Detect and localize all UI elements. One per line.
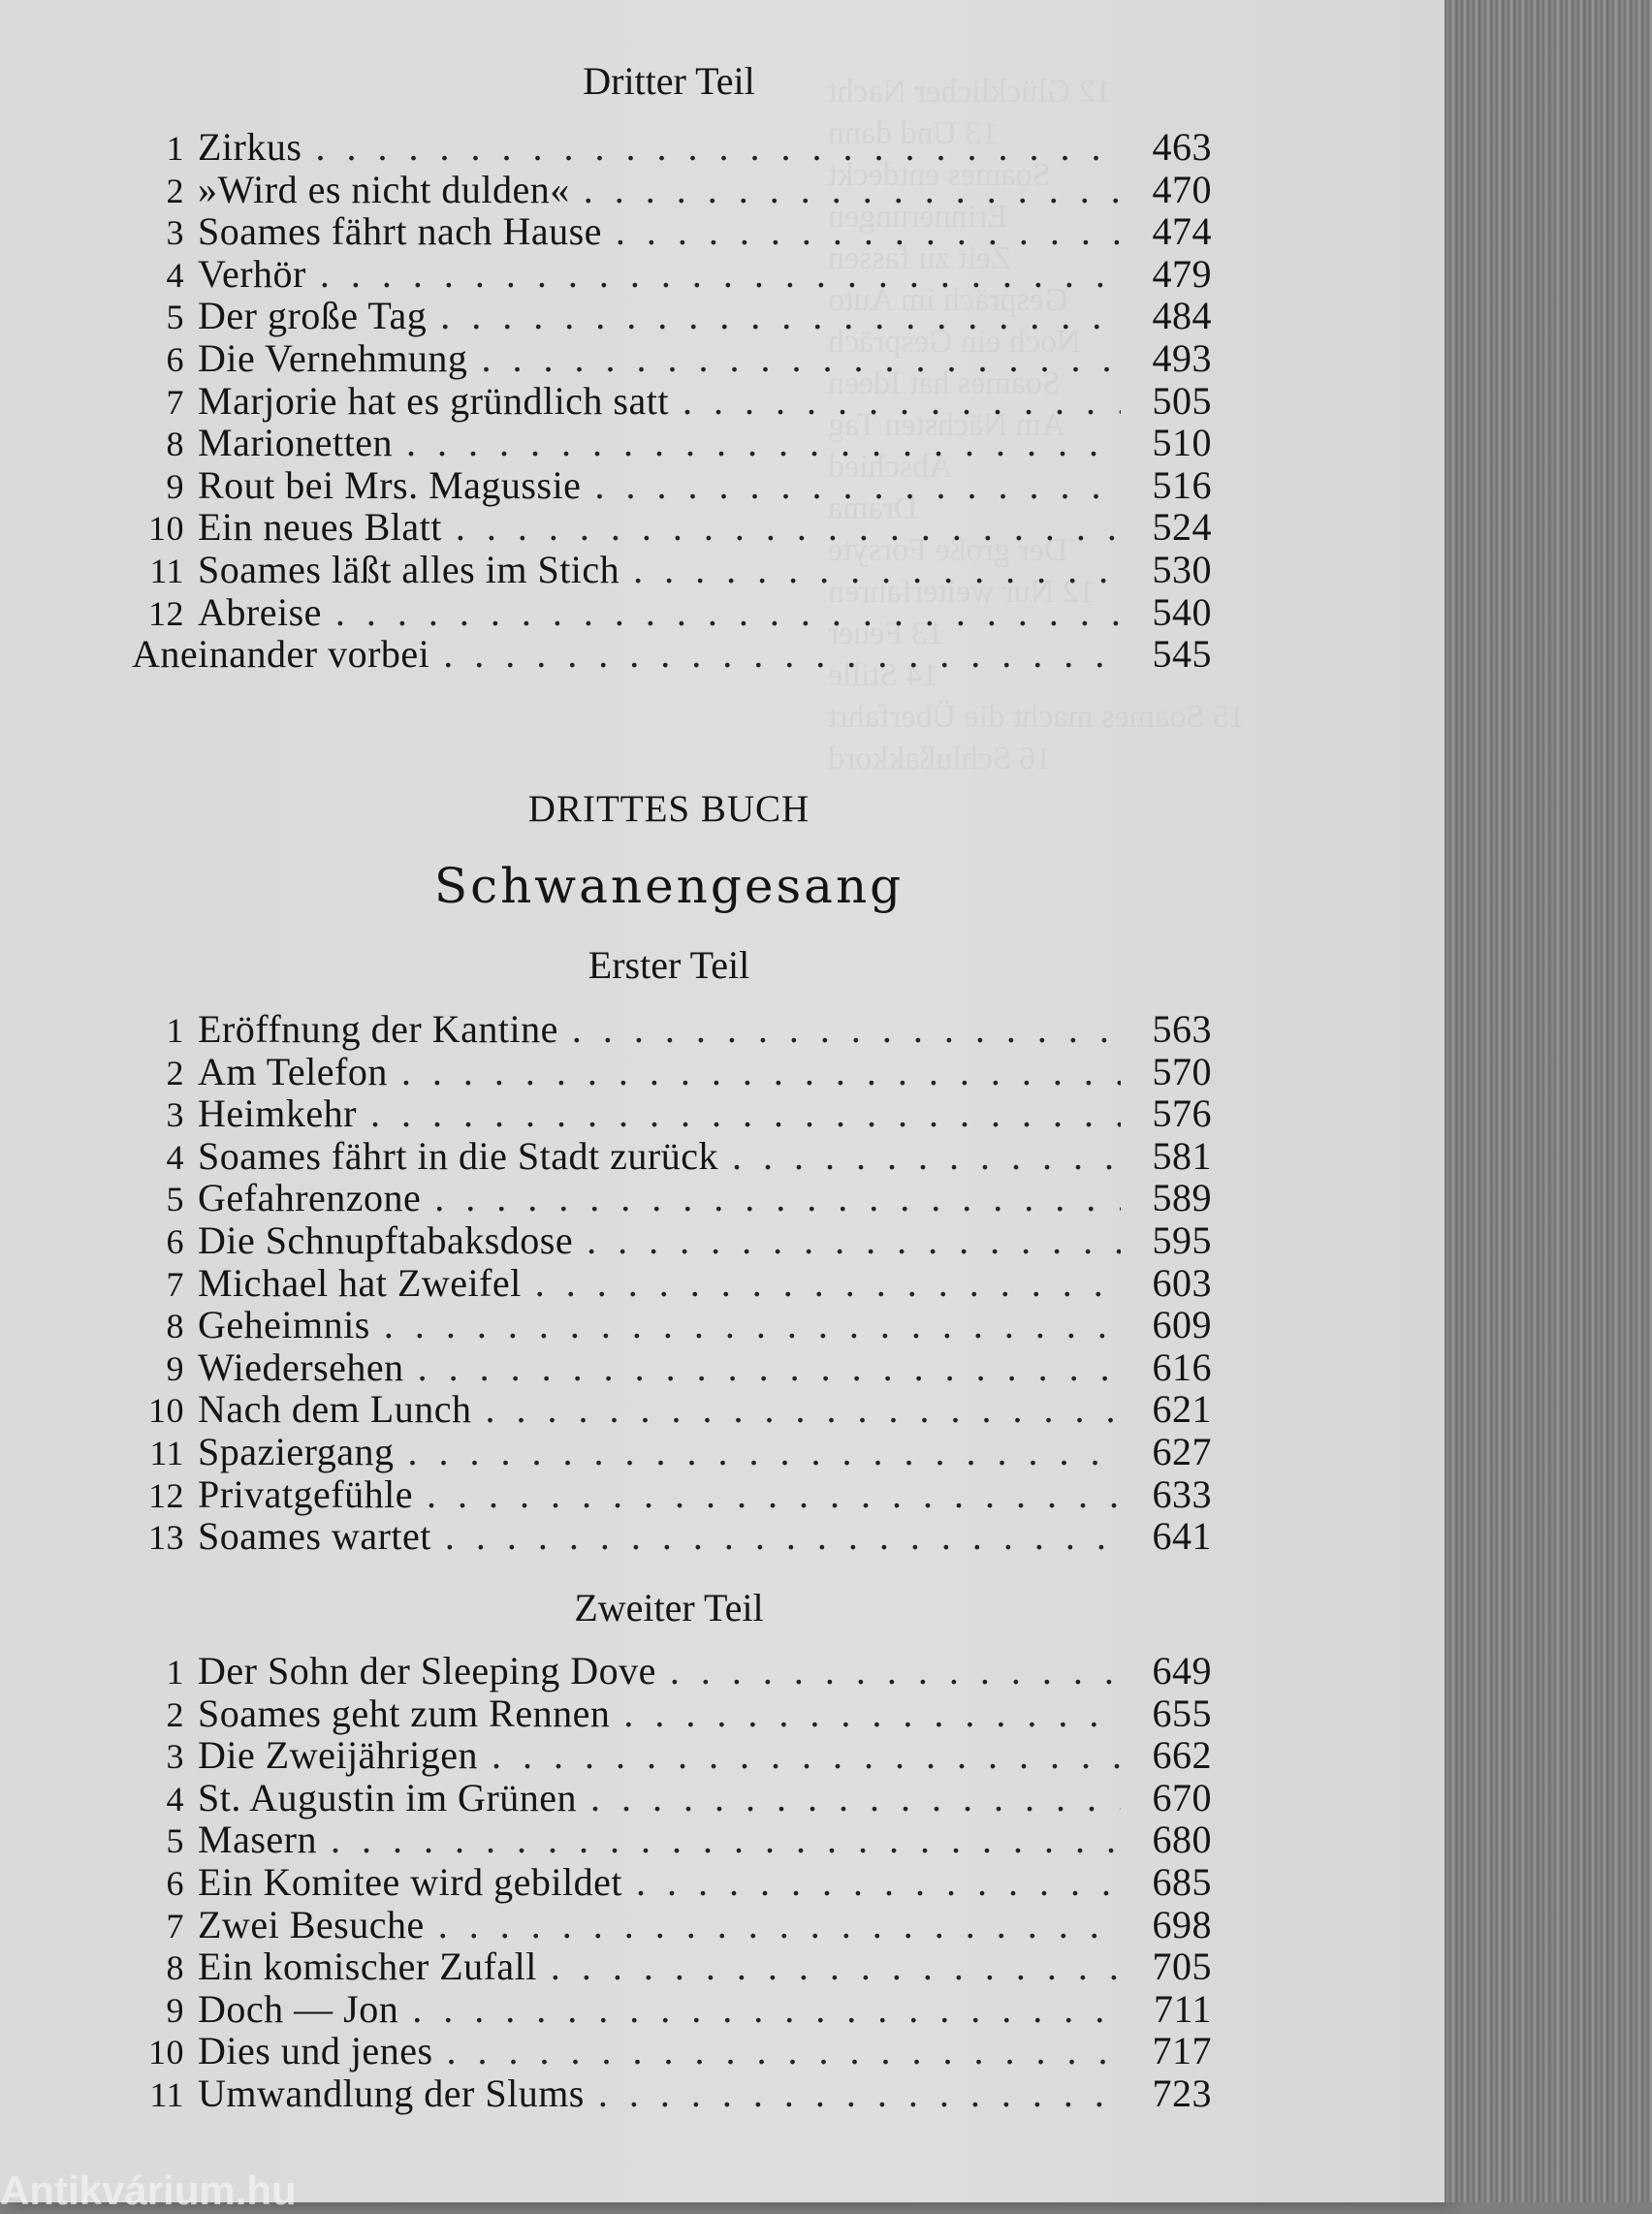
page-number: 589 — [1152, 1176, 1212, 1220]
page-number: 711 — [1153, 1986, 1212, 2031]
toc-entry — [136, 1861, 1212, 1904]
page-number: 621 — [1152, 1387, 1212, 1432]
dot-leader — [732, 1135, 1121, 1178]
toc-entry — [136, 1092, 1212, 1135]
page-number: 641 — [1152, 1514, 1212, 1559]
page-number: 705 — [1152, 1945, 1212, 1989]
chapter-title: »Wird es nicht dulden« — [198, 167, 570, 211]
dot-leader — [445, 1515, 1121, 1558]
watermark: Antikvárium.hu — [0, 2167, 297, 2213]
chapter-title: Michael hat Zweifel — [198, 1260, 522, 1305]
chapter-title: Gefahrenzone — [198, 1176, 422, 1220]
chapter-number: 4 — [166, 255, 184, 295]
chapter-number: 7 — [166, 1906, 184, 1945]
page-number: 662 — [1152, 1733, 1212, 1778]
chapter-number: 11 — [149, 2074, 184, 2114]
chapter-title: Spaziergang — [198, 1429, 395, 1473]
toc-list-zweiter-teil — [136, 1650, 1212, 2115]
chapter-number: 8 — [166, 425, 184, 464]
chapter-number: 1 — [166, 1653, 184, 1692]
chapter-title: Nach dem Lunch — [198, 1387, 472, 1432]
chapter-title: Der Sohn der Sleeping Dove — [198, 1649, 656, 1692]
page-number: 484 — [1152, 294, 1212, 338]
dot-leader — [492, 1734, 1121, 1777]
part-heading-zweiter-teil: Zweiter Teil — [574, 1586, 764, 1629]
chapter-number: 5 — [166, 1821, 184, 1861]
book-title: Schwanengesang — [433, 858, 905, 914]
chapter-number: 3 — [166, 213, 184, 253]
dot-leader — [335, 591, 1121, 634]
toc-entry — [136, 1388, 1212, 1431]
dot-leader — [418, 1346, 1121, 1389]
chapter-number: 10 — [148, 2033, 184, 2072]
chapter-title: Masern — [198, 1818, 317, 1862]
page-number: 603 — [1152, 1260, 1212, 1305]
chapter-title: Abreise — [198, 589, 322, 634]
page-number: 524 — [1152, 505, 1212, 550]
toc-entry — [136, 1431, 1212, 1473]
chapter-number: 4 — [166, 1137, 184, 1177]
toc-entry — [136, 1473, 1212, 1516]
page-number: 516 — [1152, 462, 1212, 507]
dot-leader — [320, 253, 1121, 296]
toc-entry — [136, 253, 1212, 296]
page-number: 505 — [1152, 378, 1212, 423]
book-label: DRITTES BUCH — [527, 788, 810, 830]
chapter-number: 10 — [148, 1391, 184, 1431]
chapter-number: 10 — [148, 509, 184, 549]
dot-leader — [551, 1945, 1121, 1988]
dot-leader — [427, 1473, 1121, 1516]
chapter-title: Ein komischer Zufall — [198, 1945, 537, 1989]
dot-leader — [406, 422, 1121, 464]
dot-leader — [623, 1692, 1121, 1735]
chapter-title: Soames fährt in die Stadt zurück — [198, 1133, 718, 1178]
toc-entry — [136, 464, 1212, 507]
dot-leader — [633, 549, 1121, 591]
toc-entry — [136, 1734, 1212, 1777]
dot-leader — [598, 2072, 1121, 2115]
page-number: 479 — [1152, 251, 1212, 296]
chapter-title: Ein Komitee wird gebildet — [198, 1859, 622, 1904]
toc-entry — [136, 1219, 1212, 1262]
part-heading-dritter-teil: Dritter Teil — [583, 59, 755, 103]
chapter-number: 8 — [166, 1307, 184, 1346]
chapter-title: Dies und jenes — [198, 2029, 433, 2073]
toc-entry — [136, 1008, 1212, 1051]
page-number: 545 — [1152, 632, 1212, 677]
chapter-number: 2 — [166, 1053, 184, 1092]
dot-leader — [590, 1777, 1121, 1819]
dot-leader — [370, 1092, 1121, 1135]
chapter-number: 2 — [166, 171, 184, 210]
chapter-number: 11 — [149, 551, 184, 590]
chapter-number: 7 — [166, 1264, 184, 1304]
dot-leader — [438, 1904, 1121, 1946]
chapter-title: Doch — Jon — [198, 1986, 399, 2031]
toc-entry — [136, 337, 1212, 380]
chapter-title: Heimkehr — [198, 1091, 357, 1136]
chapter-title: Rout bei Mrs. Magussie — [198, 462, 582, 507]
dot-leader — [384, 1304, 1121, 1346]
dot-leader — [456, 506, 1121, 549]
toc-entry — [136, 1304, 1212, 1346]
toc-entry — [136, 1777, 1212, 1819]
dot-leader — [683, 380, 1121, 423]
toc-entry-closing — [132, 632, 1212, 677]
chapter-number: 6 — [166, 1863, 184, 1903]
chapter-number: 8 — [166, 1948, 184, 1988]
page-number: 680 — [1152, 1818, 1212, 1862]
chapter-number: 7 — [166, 382, 184, 422]
toc-entry — [136, 506, 1212, 549]
chapter-title: Marionetten — [198, 421, 393, 465]
page-number: 463 — [1152, 125, 1212, 169]
page-stack-edge — [1445, 0, 1652, 2202]
chapter-title: Zwei Besuche — [198, 1902, 425, 1946]
dot-leader — [434, 1177, 1121, 1219]
dot-leader — [315, 126, 1121, 169]
chapter-title: Soames wartet — [198, 1514, 431, 1559]
chapter-number: 6 — [166, 1221, 184, 1261]
toc-entry — [136, 1515, 1212, 1558]
page-number: 540 — [1152, 589, 1212, 634]
chapter-title: Verhör — [198, 251, 306, 296]
chapter-number: 9 — [166, 466, 184, 506]
page-number: 563 — [1152, 1007, 1212, 1051]
chapter-title: Soames fährt nach Hause — [198, 209, 602, 254]
chapter-number: 2 — [166, 1694, 184, 1734]
dot-leader — [401, 1051, 1121, 1093]
toc-entry — [136, 1988, 1212, 2031]
dot-leader — [440, 295, 1121, 337]
dot-leader — [594, 464, 1121, 507]
chapter-number: 1 — [166, 1011, 184, 1050]
page-number: 685 — [1152, 1859, 1212, 1904]
toc-list-dritter-teil — [132, 125, 1212, 677]
dot-leader — [587, 1219, 1121, 1262]
chapter-title: Geheimnis — [198, 1303, 370, 1347]
dot-leader — [481, 337, 1121, 380]
dot-leader — [636, 1861, 1121, 1904]
toc-entry — [136, 1135, 1212, 1178]
toc-entry — [136, 1650, 1212, 1692]
dot-leader — [485, 1388, 1121, 1431]
page-number: 609 — [1152, 1303, 1212, 1347]
page-number: 581 — [1152, 1133, 1212, 1178]
page-number: 717 — [1152, 2029, 1212, 2073]
toc-entry — [136, 1819, 1212, 1861]
toc-entry — [136, 126, 1212, 169]
dot-leader — [443, 633, 1121, 676]
chapter-title: Zirkus — [198, 125, 302, 169]
page-number: 576 — [1152, 1091, 1212, 1136]
toc-entry — [136, 549, 1212, 591]
chapter-number: 9 — [166, 1348, 184, 1388]
chapter-title: Am Telefon — [198, 1049, 388, 1093]
chapter-title: Der große Tag — [198, 294, 428, 338]
toc-entry — [136, 2030, 1212, 2072]
toc-entry — [136, 295, 1212, 337]
toc-entry — [136, 1692, 1212, 1735]
chapter-number: 12 — [148, 1475, 184, 1515]
toc-entry — [136, 591, 1212, 634]
chapter-title: Die Schnupftabaksdose — [198, 1218, 574, 1262]
toc-entry — [136, 1177, 1212, 1219]
page-number: 723 — [1152, 2071, 1212, 2115]
page-number: 633 — [1152, 1471, 1212, 1516]
toc-entry — [136, 380, 1212, 423]
page-number: 627 — [1152, 1429, 1212, 1473]
chapter-title: St. Augustin im Grünen — [198, 1775, 578, 1819]
dot-leader — [670, 1650, 1121, 1692]
chapter-number: 6 — [166, 339, 184, 379]
toc-entry — [136, 169, 1212, 211]
page-number: 595 — [1152, 1218, 1212, 1262]
chapter-title: Die Zweijährigen — [198, 1733, 478, 1778]
dot-leader — [584, 169, 1121, 211]
chapter-title: Umwandlung der Slums — [198, 2071, 585, 2115]
chapter-number: 13 — [148, 1518, 184, 1558]
toc-entry — [136, 422, 1212, 464]
page-number: 470 — [1152, 167, 1212, 211]
toc-entry — [136, 1346, 1212, 1389]
page-number: 493 — [1152, 335, 1212, 380]
chapter-number: 11 — [149, 1433, 184, 1472]
page-number: 670 — [1152, 1775, 1212, 1819]
chapter-title: Aneinander vorbei — [132, 632, 430, 677]
toc-entry — [136, 1051, 1212, 1093]
page-number: 474 — [1152, 209, 1212, 254]
dot-leader — [407, 1431, 1121, 1473]
page-number: 510 — [1152, 421, 1212, 465]
dot-leader — [412, 1988, 1121, 2031]
chapter-number: 3 — [166, 1737, 184, 1777]
part-heading-erster-teil: Erster Teil — [588, 943, 750, 987]
dot-leader — [535, 1262, 1121, 1305]
dot-leader — [447, 2030, 1121, 2072]
chapter-number: 9 — [166, 1990, 184, 2030]
chapter-number: 5 — [166, 1180, 184, 1219]
page-number: 649 — [1152, 1649, 1212, 1692]
chapter-title: Die Vernehmung — [198, 335, 468, 380]
page-number: 698 — [1152, 1902, 1212, 1946]
toc-entry — [136, 1262, 1212, 1305]
chapter-title: Wiedersehen — [198, 1344, 404, 1389]
toc-entry — [136, 1945, 1212, 1988]
dot-leader — [331, 1819, 1121, 1861]
chapter-number: 5 — [166, 298, 184, 337]
chapter-title: Ein neues Blatt — [198, 505, 442, 550]
chapter-number: 12 — [148, 593, 184, 633]
page-number: 570 — [1152, 1049, 1212, 1093]
page-number: 655 — [1152, 1691, 1212, 1735]
dot-leader — [616, 210, 1121, 253]
toc-entry — [136, 210, 1212, 253]
chapter-number: 3 — [166, 1095, 184, 1135]
toc-entry — [136, 1904, 1212, 1946]
chapter-title: Eröffnung der Kantine — [198, 1007, 558, 1051]
chapter-number: 4 — [166, 1779, 184, 1819]
page-number: 616 — [1152, 1344, 1212, 1389]
chapter-number: 1 — [166, 129, 184, 168]
toc-entry — [136, 2072, 1212, 2115]
chapter-title: Privatgefühle — [198, 1471, 413, 1516]
dot-leader — [572, 1008, 1121, 1051]
show-through-text: 12 Glücklicher Nacht 13 Und dann Soames entdeckt Erinnerungen Zeit zu fassen Gespräch im Auto Noch ein Gespräch Soames hat Ideen Am Nächsten Tag Abschied Drama Der große Forsyte 12 Nur weiterfahren 13 Feuer 14 Stille 15 Soames macht die Überfahrt 16 Schlußakkord — [828, 74, 1246, 776]
chapter-title: Soames läßt alles im Stich — [198, 547, 620, 591]
toc-list-erster-teil — [136, 1008, 1212, 1558]
page-number: 530 — [1152, 547, 1212, 591]
chapter-title: Soames geht zum Rennen — [198, 1691, 611, 1735]
chapter-title: Marjorie hat es gründlich satt — [198, 378, 669, 423]
